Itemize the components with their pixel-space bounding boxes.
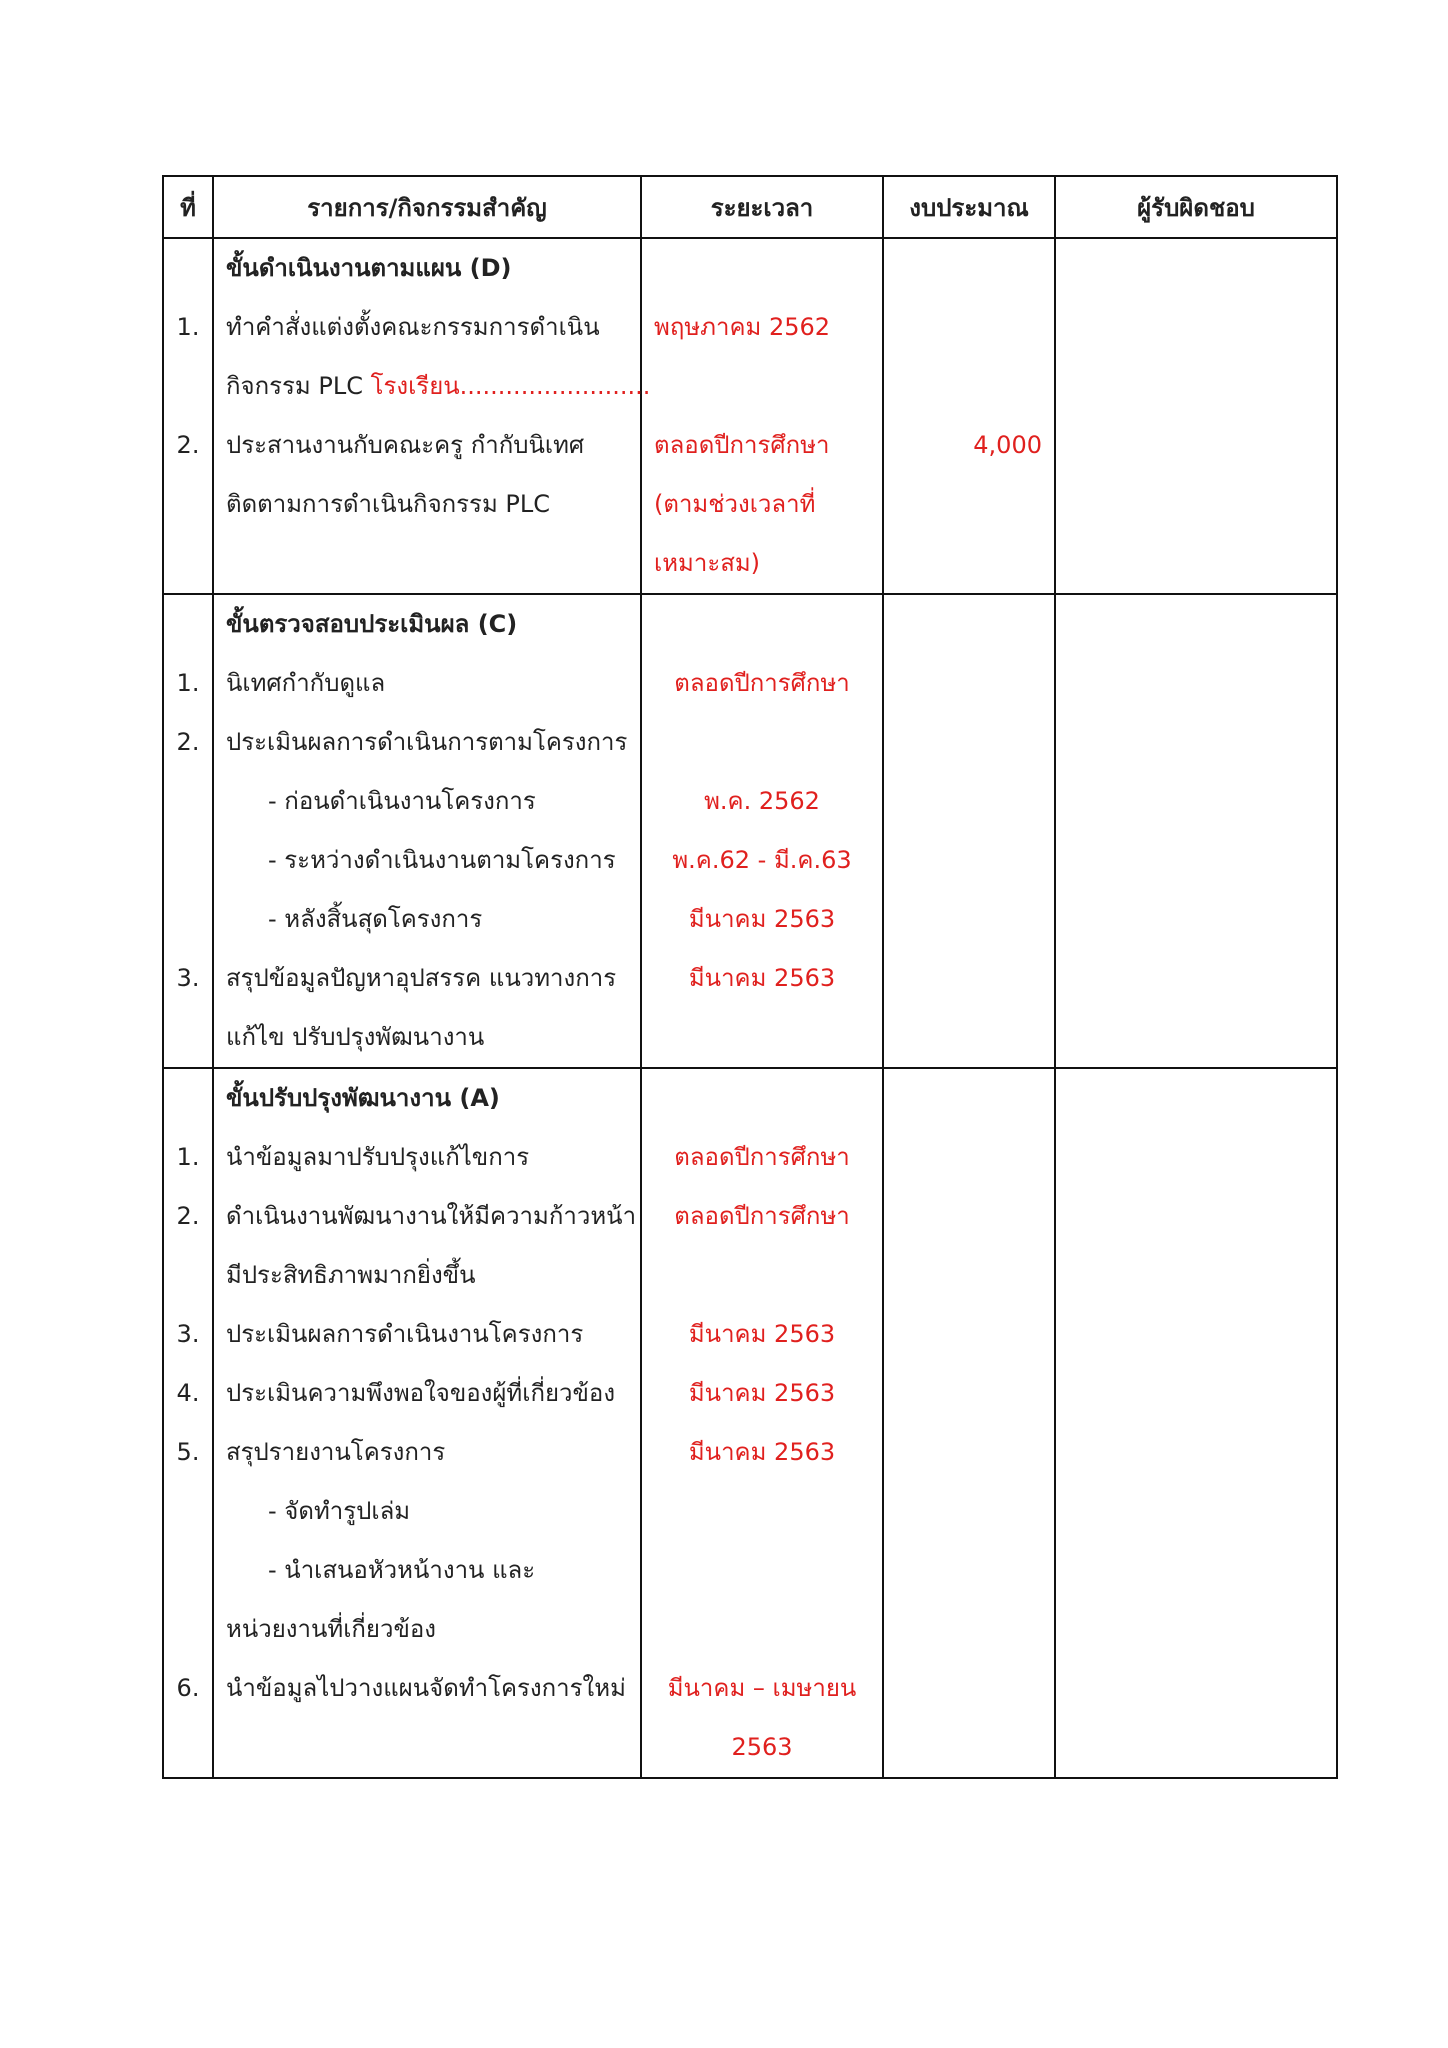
budget-cell [883,1423,1055,1482]
responsible-cell [1055,1364,1337,1423]
activity-text: ประสานงานกับคณะครู กำกับนิเทศ [226,431,585,459]
activity-cell [213,654,641,713]
activity-cell [213,1541,641,1600]
row-number: 1. [163,298,213,357]
section-heading [213,1068,641,1128]
activity-cell [213,534,641,594]
responsible-cell [1055,1246,1337,1305]
budget-cell [883,298,1055,357]
budget-cell [883,1246,1055,1305]
responsible-cell [1055,654,1337,713]
row-number: 2. [163,713,213,772]
table-body [163,238,1337,1778]
table-row [163,1423,1337,1482]
activity-cell [213,1364,641,1423]
table-row [163,1008,1337,1068]
activity-cell [213,1600,641,1659]
period-cell [641,594,883,654]
row-number [163,475,213,534]
row-number: 5. [163,1423,213,1482]
budget-cell [883,1659,1055,1718]
budget-cell [883,238,1055,298]
row-number: 1. [163,654,213,713]
period-cell [641,1600,883,1659]
responsible-cell [1055,238,1337,298]
row-number: 3. [163,949,213,1008]
budget-cell [883,1718,1055,1778]
table-row [163,831,1337,890]
activity-cell [213,1246,641,1305]
period-cell: ตลอดปีการศึกษา [641,1128,883,1187]
period-cell [641,238,883,298]
budget-cell [883,1364,1055,1423]
responsible-cell [1055,1482,1337,1541]
budget-cell [883,357,1055,416]
plan-table [162,175,1338,1779]
period-cell: พ.ค.62 - มี.ค.63 [641,831,883,890]
budget-cell [883,534,1055,594]
activity-cell [213,1008,641,1068]
table-row [163,1187,1337,1246]
activity-text: ประเมินผลการดำเนินงานโครงการ [226,1320,584,1348]
row-number: 4. [163,1364,213,1423]
table-row [163,1659,1337,1718]
activity-text: - นำเสนอหัวหน้างาน และ [268,1556,536,1584]
header-budget: งบประมาณ [883,176,1055,238]
budget-cell [883,594,1055,654]
activity-text: ขั้นปรับปรุงพัฒนางาน (A) [226,1084,500,1112]
period-cell: มีนาคม 2563 [641,1305,883,1364]
responsible-cell [1055,1600,1337,1659]
row-number [163,890,213,949]
table-row [163,475,1337,534]
responsible-cell [1055,357,1337,416]
responsible-cell [1055,831,1337,890]
responsible-cell [1055,772,1337,831]
activity-text: นิเทศกำกับดูแล [226,669,386,697]
table-row [163,238,1337,298]
activity-text: นำข้อมูลไปวางแผนจัดทำโครงการใหม่ [226,1674,626,1702]
activity-cell [213,1128,641,1187]
activity-text: - ก่อนดำเนินงานโครงการ [268,787,536,815]
row-number [163,1541,213,1600]
budget-cell [883,1128,1055,1187]
school-name-placeholder: โรงเรียน......................... [370,372,651,400]
budget-cell [883,949,1055,1008]
responsible-cell [1055,475,1337,534]
budget-cell [883,475,1055,534]
budget-cell: 4,000 [883,416,1055,475]
row-number: 3. [163,1305,213,1364]
activity-text: นำข้อมูลมาปรับปรุงแก้ไขการ [226,1143,530,1171]
row-number: 2. [163,416,213,475]
activity-cell [213,772,641,831]
activity-cell [213,1482,641,1541]
period-cell [641,1541,883,1600]
period-cell: 2563 [641,1718,883,1778]
activity-text: ประเมินความพึงพอใจของผู้ที่เกี่ยวข้อง [226,1379,616,1407]
period-cell: มีนาคม 2563 [641,949,883,1008]
row-number [163,772,213,831]
activity-cell [213,831,641,890]
responsible-cell [1055,1187,1337,1246]
table-row [163,1246,1337,1305]
table-header-row [163,176,1337,238]
period-cell [641,713,883,772]
table-row [163,298,1337,357]
budget-cell [883,1600,1055,1659]
period-cell: มีนาคม 2563 [641,890,883,949]
period-cell: ตลอดปีการศึกษา [641,654,883,713]
responsible-cell [1055,1305,1337,1364]
responsible-cell [1055,534,1337,594]
budget-cell [883,890,1055,949]
row-number [163,357,213,416]
row-number: 2. [163,1187,213,1246]
activity-cell [213,298,641,357]
row-number [163,1482,213,1541]
activity-text: ประเมินผลการดำเนินการตามโครงการ [226,728,628,756]
activity-cell [213,949,641,1008]
responsible-cell [1055,1659,1337,1718]
table-row [163,1600,1337,1659]
responsible-cell [1055,1541,1337,1600]
activity-cell [213,1659,641,1718]
activity-text: ขั้นตรวจสอบประเมินผล (C) [226,610,518,638]
budget-cell [883,654,1055,713]
row-number [163,1008,213,1068]
row-number [163,534,213,594]
row-number [163,1718,213,1778]
responsible-cell [1055,713,1337,772]
activity-cell [213,1187,641,1246]
row-number: 1. [163,1128,213,1187]
table-row [163,416,1337,475]
activity-text: ขั้นดำเนินงานตามแผน (D) [226,254,512,282]
activity-text: กิจกรรม PLC [226,372,371,400]
table-row [163,594,1337,654]
responsible-cell [1055,890,1337,949]
activity-text: ทำคำสั่งแต่งตั้งคณะกรรมการดำเนิน [226,313,600,341]
period-cell: พฤษภาคม 2562 [641,298,883,357]
row-number [163,1246,213,1305]
table-row [163,654,1337,713]
responsible-cell [1055,1068,1337,1128]
budget-cell [883,1541,1055,1600]
period-cell: ตลอดปีการศึกษา [641,1187,883,1246]
section-heading [213,238,641,298]
responsible-cell [1055,1718,1337,1778]
budget-cell [883,831,1055,890]
budget-cell [883,1068,1055,1128]
period-cell: พ.ค. 2562 [641,772,883,831]
period-cell [641,1246,883,1305]
table-row [163,534,1337,594]
activity-cell [213,890,641,949]
row-number [163,238,213,298]
activity-cell [213,1718,641,1778]
table-row [163,713,1337,772]
responsible-cell [1055,1128,1337,1187]
budget-cell [883,1187,1055,1246]
activity-cell [213,713,641,772]
table-row [163,1541,1337,1600]
section-heading [213,594,641,654]
table-row [163,1364,1337,1423]
activity-text: หน่วยงานที่เกี่ยวข้อง [226,1615,436,1643]
activity-text: - หลังสิ้นสุดโครงการ [268,905,483,933]
budget-cell [883,1008,1055,1068]
activity-text: - ระหว่างดำเนินงานตามโครงการ [268,846,616,874]
activity-text: มีประสิทธิภาพมากยิ่งขึ้น [226,1261,476,1289]
activity-cell [213,1305,641,1364]
activity-cell [213,416,641,475]
responsible-cell [1055,298,1337,357]
activity-text: ดำเนินงานพัฒนางานให้มีความก้าวหน้า [226,1202,637,1230]
header-responsible: ผู้รับผิดชอบ [1055,176,1337,238]
responsible-cell [1055,594,1337,654]
activity-text: แก้ไข ปรับปรุงพัฒนางาน [226,1023,485,1051]
budget-cell [883,1305,1055,1364]
activity-text: สรุปรายงานโครงการ [226,1438,446,1466]
row-number [163,1068,213,1128]
table-row [163,1068,1337,1128]
table-row [163,890,1337,949]
table-row [163,1718,1337,1778]
period-cell [641,1008,883,1068]
responsible-cell [1055,416,1337,475]
period-cell: มีนาคม 2563 [641,1364,883,1423]
period-cell: มีนาคม 2563 [641,1423,883,1482]
table-row [163,949,1337,1008]
header-no: ที่ [163,176,213,238]
period-cell [641,1068,883,1128]
period-cell [641,1482,883,1541]
table-row [163,357,1337,416]
row-number: 6. [163,1659,213,1718]
responsible-cell [1055,1423,1337,1482]
period-cell [641,357,883,416]
activity-text: ติดตามการดำเนินกิจกรรม PLC [226,490,550,518]
header-period: ระยะเวลา [641,176,883,238]
table-row [163,1305,1337,1364]
activity-text: - จัดทำรูปเล่ม [268,1497,411,1525]
budget-cell [883,1482,1055,1541]
period-cell: มีนาคม – เมษายน [641,1659,883,1718]
period-cell: ตลอดปีการศึกษา [641,416,883,475]
row-number [163,1600,213,1659]
activity-cell [213,475,641,534]
activity-cell [213,357,651,416]
table-row [163,772,1337,831]
budget-cell [883,713,1055,772]
table-row [163,1482,1337,1541]
row-number [163,831,213,890]
row-number [163,594,213,654]
responsible-cell [1055,949,1337,1008]
responsible-cell [1055,1008,1337,1068]
header-activity: รายการ/กิจกรรมสำคัญ [213,176,641,238]
budget-cell [883,772,1055,831]
activity-text: สรุปข้อมูลปัญหาอุปสรรค แนวทางการ [226,964,617,992]
activity-cell [213,1423,641,1482]
period-cell: (ตามช่วงเวลาที่ [641,475,883,534]
table-row [163,1128,1337,1187]
period-cell: เหมาะสม) [641,534,883,594]
